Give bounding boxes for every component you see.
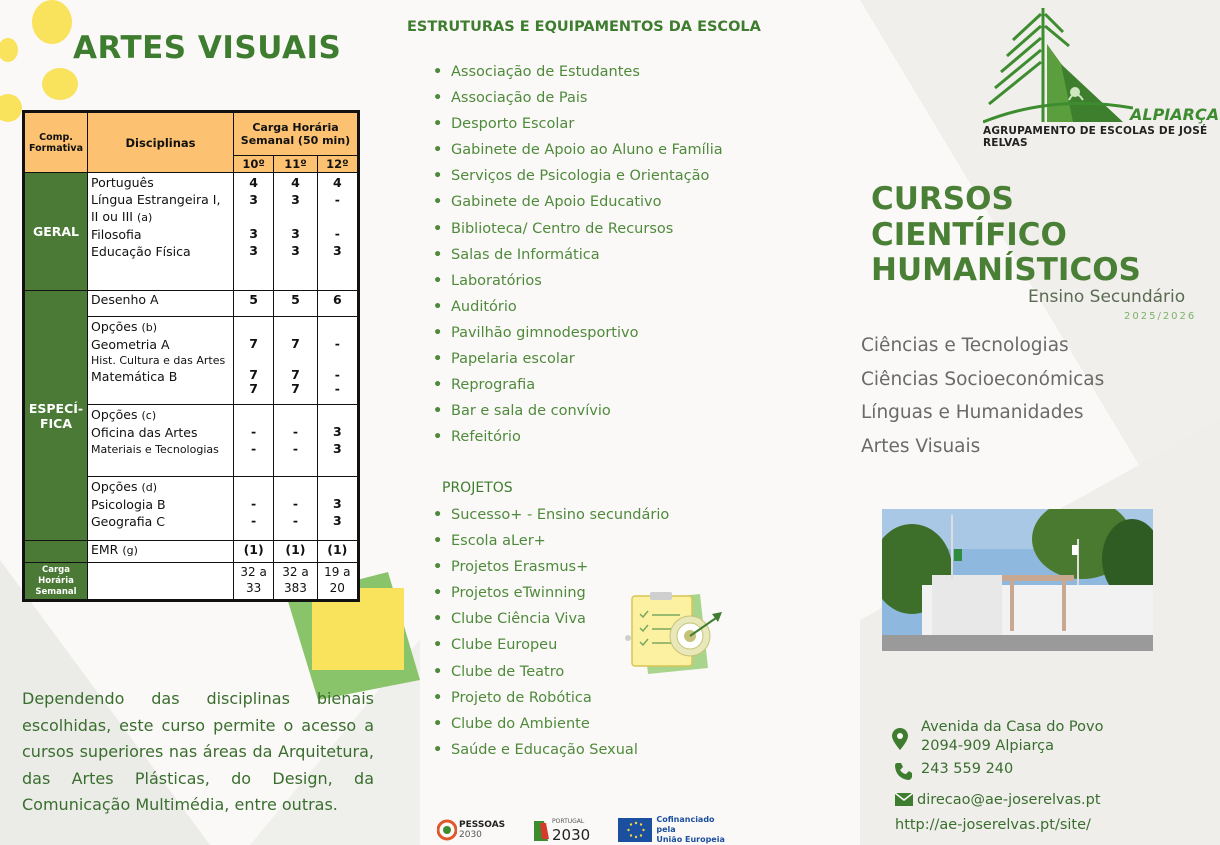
disc-desenho: Desenho A xyxy=(88,291,234,317)
website-link[interactable]: http://ae-joserelvas.pt/site/ xyxy=(895,817,1091,833)
portugal-2030-logo: PORTUGAL 2030 xyxy=(530,815,600,845)
structure-item: • Refeitório xyxy=(433,424,723,450)
email-icon xyxy=(895,793,913,806)
title-line-1: CURSOS xyxy=(871,181,1014,217)
disc-geometria: Geometria A xyxy=(91,337,170,352)
structure-item: • Associação de Estudantes xyxy=(433,59,723,85)
header-disciplinas: Disciplinas xyxy=(88,112,234,173)
curriculum-table xyxy=(22,110,360,602)
comp-especifica: ESPECÍ-FICA xyxy=(24,291,88,541)
project-item: • Clube Ciência Viva xyxy=(433,606,669,632)
projects-title: PROJETOS xyxy=(442,480,513,496)
project-item: • Projetos Erasmus+ xyxy=(433,554,669,580)
comp-geral: GERAL xyxy=(24,173,88,291)
emr-12: (1) xyxy=(317,541,358,563)
opd-12: 3 3 xyxy=(317,477,358,541)
school-year: 2025/2026 xyxy=(1124,311,1197,322)
address-line-2: 2094-909 Alpiarça xyxy=(921,738,1054,754)
pessoas-icon xyxy=(437,818,457,842)
pessoas-2030-logo: PESSOAS 2030 xyxy=(437,815,509,845)
subtitle: Ensino Secundário xyxy=(1028,287,1186,307)
opd-10: - - xyxy=(234,477,274,541)
project-item: • Clube de Teatro xyxy=(433,659,669,685)
disc-geografia: Geografia C xyxy=(91,514,165,529)
address-line-1: Avenida da Casa do Povo xyxy=(921,719,1104,735)
course-description: Dependendo das disciplinas bienais escolhidas, este curso permite o acesso a cursos superiores nas áreas da Arquitetura, das Artes Plásticas, do Design, da Comunicação Multimédia, entre outras. xyxy=(22,689,374,814)
total-label: Carga Horária Semanal xyxy=(24,563,88,601)
disc-historia: Hist. Cultura e das Artes xyxy=(91,354,226,367)
disc-oficina: Oficina das Artes xyxy=(91,425,198,440)
opb-11: 7 7 7 xyxy=(274,317,317,405)
header-12: 12º xyxy=(317,156,358,173)
total-12: 19 a 20 xyxy=(317,563,358,601)
structure-item: • Papelaria escolar xyxy=(433,346,723,372)
phone-number: 243 559 240 xyxy=(921,761,1014,777)
structure-item: • Associação de Pais xyxy=(433,85,723,111)
project-item: • Sucesso+ - Ensino secundário xyxy=(433,502,669,528)
course-ciencias-socioeconomicas: Ciências Socioeconómicas xyxy=(861,369,1105,390)
header-11: 11º xyxy=(274,156,317,173)
desenho-12: 6 xyxy=(317,291,358,317)
project-item: • Projeto de Robótica xyxy=(433,685,669,711)
logo-subtitle: AGRUPAMENTO DE ESCOLAS DE JOSÉ RELVAS xyxy=(983,125,1208,149)
title-line-3: HUMANÍSTICOS xyxy=(871,252,1141,288)
opd-11: - - xyxy=(274,477,317,541)
opcoes-d: Opções (d) Psicologia B Geografia C xyxy=(88,477,234,541)
desenho-11: 5 xyxy=(274,291,317,317)
course-ciencias-tecnologias: Ciências e Tecnologias xyxy=(861,335,1069,356)
school-logo-graphic xyxy=(983,4,1133,129)
opcoes-c: Opções (c) Oficina das Artes Materiais e Tecnologias xyxy=(88,405,234,477)
emr-side xyxy=(24,541,88,563)
structure-item: • Serviços de Psicologia e Orientação xyxy=(433,163,723,189)
portugal-icon xyxy=(530,817,550,843)
opc-12: 3 3 xyxy=(317,405,358,477)
structure-item: • Biblioteca/ Centro de Recursos xyxy=(433,216,723,242)
structure-item: • Bar e sala de convívio xyxy=(433,398,723,424)
total-10: 32 a 33 xyxy=(234,563,274,601)
course-artes-visuais: Artes Visuais xyxy=(861,436,981,457)
geral-disciplinas xyxy=(88,173,234,291)
course-linguas-humanidades: Línguas e Humanidades xyxy=(861,402,1084,423)
logo-name: ALPIARÇA xyxy=(1130,105,1220,124)
structure-item: • Desporto Escolar xyxy=(433,111,723,137)
header-comp: Comp. Formativa xyxy=(24,112,88,173)
disc-psicologia: Psicologia B xyxy=(91,497,166,512)
project-item: • Escola aLer+ xyxy=(433,528,669,554)
opc-10: - - xyxy=(234,405,274,477)
opc-11: - - xyxy=(274,405,317,477)
geral-10: 4 3 3 3 xyxy=(234,173,274,291)
disc-matematica: Matemática B xyxy=(91,369,178,384)
project-item: • Clube Europeu xyxy=(433,632,669,658)
eu-cofunded-logo: Cofinanciado pela União Europeia xyxy=(618,815,733,845)
project-item: • Clube do Ambiente xyxy=(433,711,669,737)
total-empty xyxy=(88,563,234,601)
opb-12: - - - xyxy=(317,317,358,405)
structure-item: • Auditório xyxy=(433,294,723,320)
disc-materiais: Materiais e Tecnologias xyxy=(91,443,219,456)
total-11: 32 a 383 xyxy=(274,563,317,601)
email-link[interactable]: direcao@ae-joserelvas.pt xyxy=(917,792,1101,808)
disc-portugues: Português xyxy=(91,175,154,190)
emr-10: (1) xyxy=(234,541,274,563)
header-10: 10º xyxy=(234,156,274,173)
checklist-illustration xyxy=(620,588,730,678)
structures-title: ESTRUTURAS E EQUIPAMENTOS DA ESCOLA xyxy=(407,19,761,35)
address xyxy=(921,718,1103,756)
geral-11: 4 3 3 3 xyxy=(274,173,317,291)
school-photo xyxy=(882,509,1153,651)
structure-item: • Reprografia xyxy=(433,372,723,398)
project-item: • Projetos eTwinning xyxy=(433,580,669,606)
disc-emr: EMR (g) xyxy=(88,541,234,563)
disc-lingua: Língua Estrangeira I, II ou III xyxy=(91,192,221,224)
brochure-title xyxy=(871,182,1141,289)
structure-item: • Gabinete de Apoio ao Aluno e Família xyxy=(433,137,723,163)
location-icon xyxy=(892,728,908,750)
disc-educacao-fisica: Educação Física xyxy=(91,244,191,259)
note-a: (a) xyxy=(136,211,153,224)
emr-11: (1) xyxy=(274,541,317,563)
structure-item: • Pavilhão gimnodesportivo xyxy=(433,320,723,346)
project-item: • Saúde e Educação Sexual xyxy=(433,737,669,763)
course-title: ARTES VISUAIS xyxy=(73,30,342,66)
header-carga: Carga Horária Semanal (50 min) xyxy=(234,112,359,156)
phone-icon xyxy=(894,762,912,780)
opb-10: 7 7 7 xyxy=(234,317,274,405)
opcoes-b: Opções (b) Geometria A Hist. Cultura e das Artes Matemática B xyxy=(88,317,234,405)
geral-12: 4 - - 3 xyxy=(317,173,358,291)
structures-list xyxy=(433,59,723,450)
structure-item: • Gabinete de Apoio Educativo xyxy=(433,189,723,215)
eu-flag-icon xyxy=(618,818,652,842)
disc-filosofia: Filosofia xyxy=(91,227,142,242)
structure-item: • Salas de Informática xyxy=(433,242,723,268)
desenho-10: 5 xyxy=(234,291,274,317)
title-line-2: CIENTÍFICO xyxy=(871,216,1067,253)
structure-item: • Laboratórios xyxy=(433,268,723,294)
